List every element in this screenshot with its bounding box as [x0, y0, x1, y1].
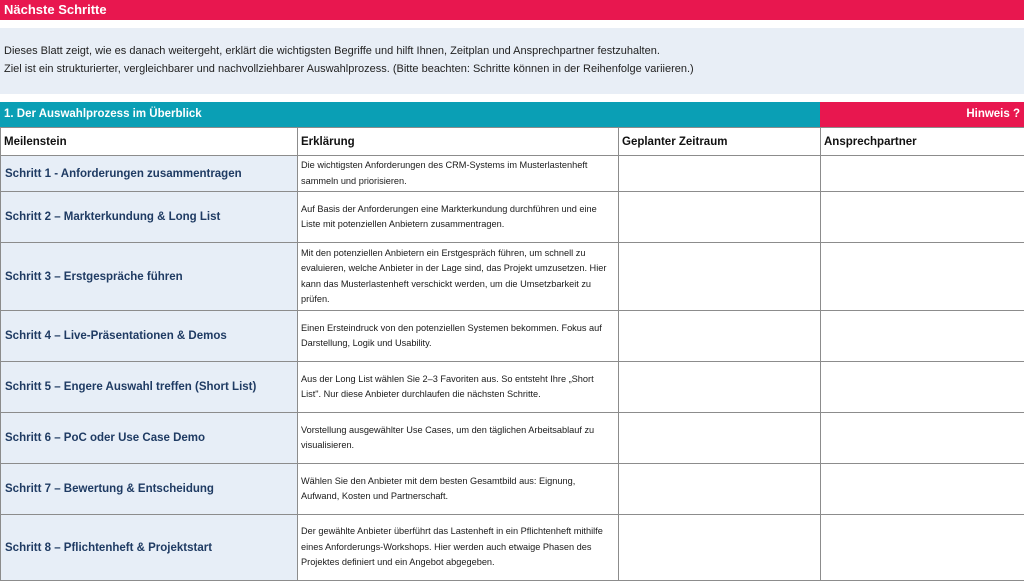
header-explanation: Erklärung: [298, 128, 619, 156]
milestone-cell: Schritt 3 – Erstgespräche führen: [1, 243, 298, 311]
table-row: [1, 413, 1024, 464]
explanation-cell: Der gewählte Anbieter überführt das Lastenheft in ein Pflichtenheft mithilfe eines Anforderungs-Workshops. Hier werden auch etwaige Phasen des Projektes definiert und ein Angebot abgegeben.: [298, 515, 619, 581]
period-cell[interactable]: [619, 243, 821, 311]
period-cell[interactable]: [619, 362, 821, 413]
explanation-cell: Wählen Sie den Anbieter mit dem besten Gesamtbild aus: Eignung, Aufwand, Kosten und Partnerschaft.: [298, 464, 619, 515]
milestone-cell: Schritt 5 – Engere Auswahl treffen (Short List): [1, 362, 298, 413]
intro-line-2: Ziel ist ein strukturierter, vergleichbarer und nachvollziehbarer Auswahlprozess. (Bitte beachten: Schritte können in der Reihenfolge variieren.): [4, 63, 694, 75]
explanation-cell: Die wichtigsten Anforderungen des CRM-Systems im Musterlastenheft sammeln und priorisieren.: [298, 156, 619, 192]
table-header-row: [1, 128, 1024, 156]
intro-line-1: Dieses Blatt zeigt, wie es danach weitergeht, erklärt die wichtigsten Begriffe und hilft Ihnen, Zeitplan und Ansprechpartner festzuhalten.: [4, 45, 660, 57]
explanation-cell: Einen Ersteindruck von den potenziellen Systemen bekommen. Fokus auf Darstellung, Logik und Usability.: [298, 311, 619, 362]
table-row: [1, 311, 1024, 362]
contact-cell[interactable]: [821, 311, 1024, 362]
period-cell[interactable]: [619, 515, 821, 581]
contact-cell[interactable]: [821, 413, 1024, 464]
table-row: [1, 362, 1024, 413]
table-row: [1, 464, 1024, 515]
contact-cell[interactable]: [821, 156, 1024, 192]
period-cell[interactable]: [619, 464, 821, 515]
table-row: [1, 243, 1024, 311]
milestone-cell: Schritt 1 - Anforderungen zusammentragen: [1, 156, 298, 192]
intro-box: [0, 28, 1024, 94]
contact-cell[interactable]: [821, 192, 1024, 243]
header-period: Geplanter Zeitraum: [619, 128, 821, 156]
period-cell[interactable]: [619, 156, 821, 192]
milestone-cell: Schritt 8 – Pflichtenheft & Projektstart: [1, 515, 298, 581]
milestone-cell: Schritt 6 – PoC oder Use Case Demo: [1, 413, 298, 464]
table-row: [1, 192, 1024, 243]
period-cell[interactable]: [619, 192, 821, 243]
period-cell[interactable]: [619, 413, 821, 464]
explanation-cell: Mit den potenziellen Anbietern ein Erstgespräch führen, um schnell zu evaluieren, welche Anbieter in der Lage sind, das Projekt umzusetzen. Hier kann das Musterlastenheft verschickt werden, um die Umsetzbarkeit zu prüfen.: [298, 243, 619, 311]
section-title: 1. Der Auswahlprozess im Überblick: [0, 102, 820, 127]
contact-cell[interactable]: [821, 243, 1024, 311]
table-row: [1, 156, 1024, 192]
explanation-cell: Aus der Long List wählen Sie 2–3 Favoriten aus. So entsteht Ihre „Short List". Nur diese Anbieter durchlaufen die nächsten Schritte.: [298, 362, 619, 413]
contact-cell[interactable]: [821, 515, 1024, 581]
milestone-cell: Schritt 7 – Bewertung & Entscheidung: [1, 464, 298, 515]
table-row: [1, 515, 1024, 581]
header-milestone: Meilenstein: [1, 128, 298, 156]
hint-button[interactable]: Hinweis ?: [820, 102, 1024, 127]
explanation-cell: Auf Basis der Anforderungen eine Markterkundung durchführen und eine Liste mit potenziellen Anbietern zusammentragen.: [298, 192, 619, 243]
milestone-cell: Schritt 2 – Markterkundung & Long List: [1, 192, 298, 243]
milestone-table: [0, 127, 1024, 581]
sheet-title: Nächste Schritte: [0, 0, 1024, 20]
header-contact: Ansprechpartner: [821, 128, 1024, 156]
contact-cell[interactable]: [821, 362, 1024, 413]
period-cell[interactable]: [619, 311, 821, 362]
explanation-cell: Vorstellung ausgewählter Use Cases, um den täglichen Arbeitsablauf zu visualisieren.: [298, 413, 619, 464]
contact-cell[interactable]: [821, 464, 1024, 515]
milestone-cell: Schritt 4 – Live-Präsentationen & Demos: [1, 311, 298, 362]
